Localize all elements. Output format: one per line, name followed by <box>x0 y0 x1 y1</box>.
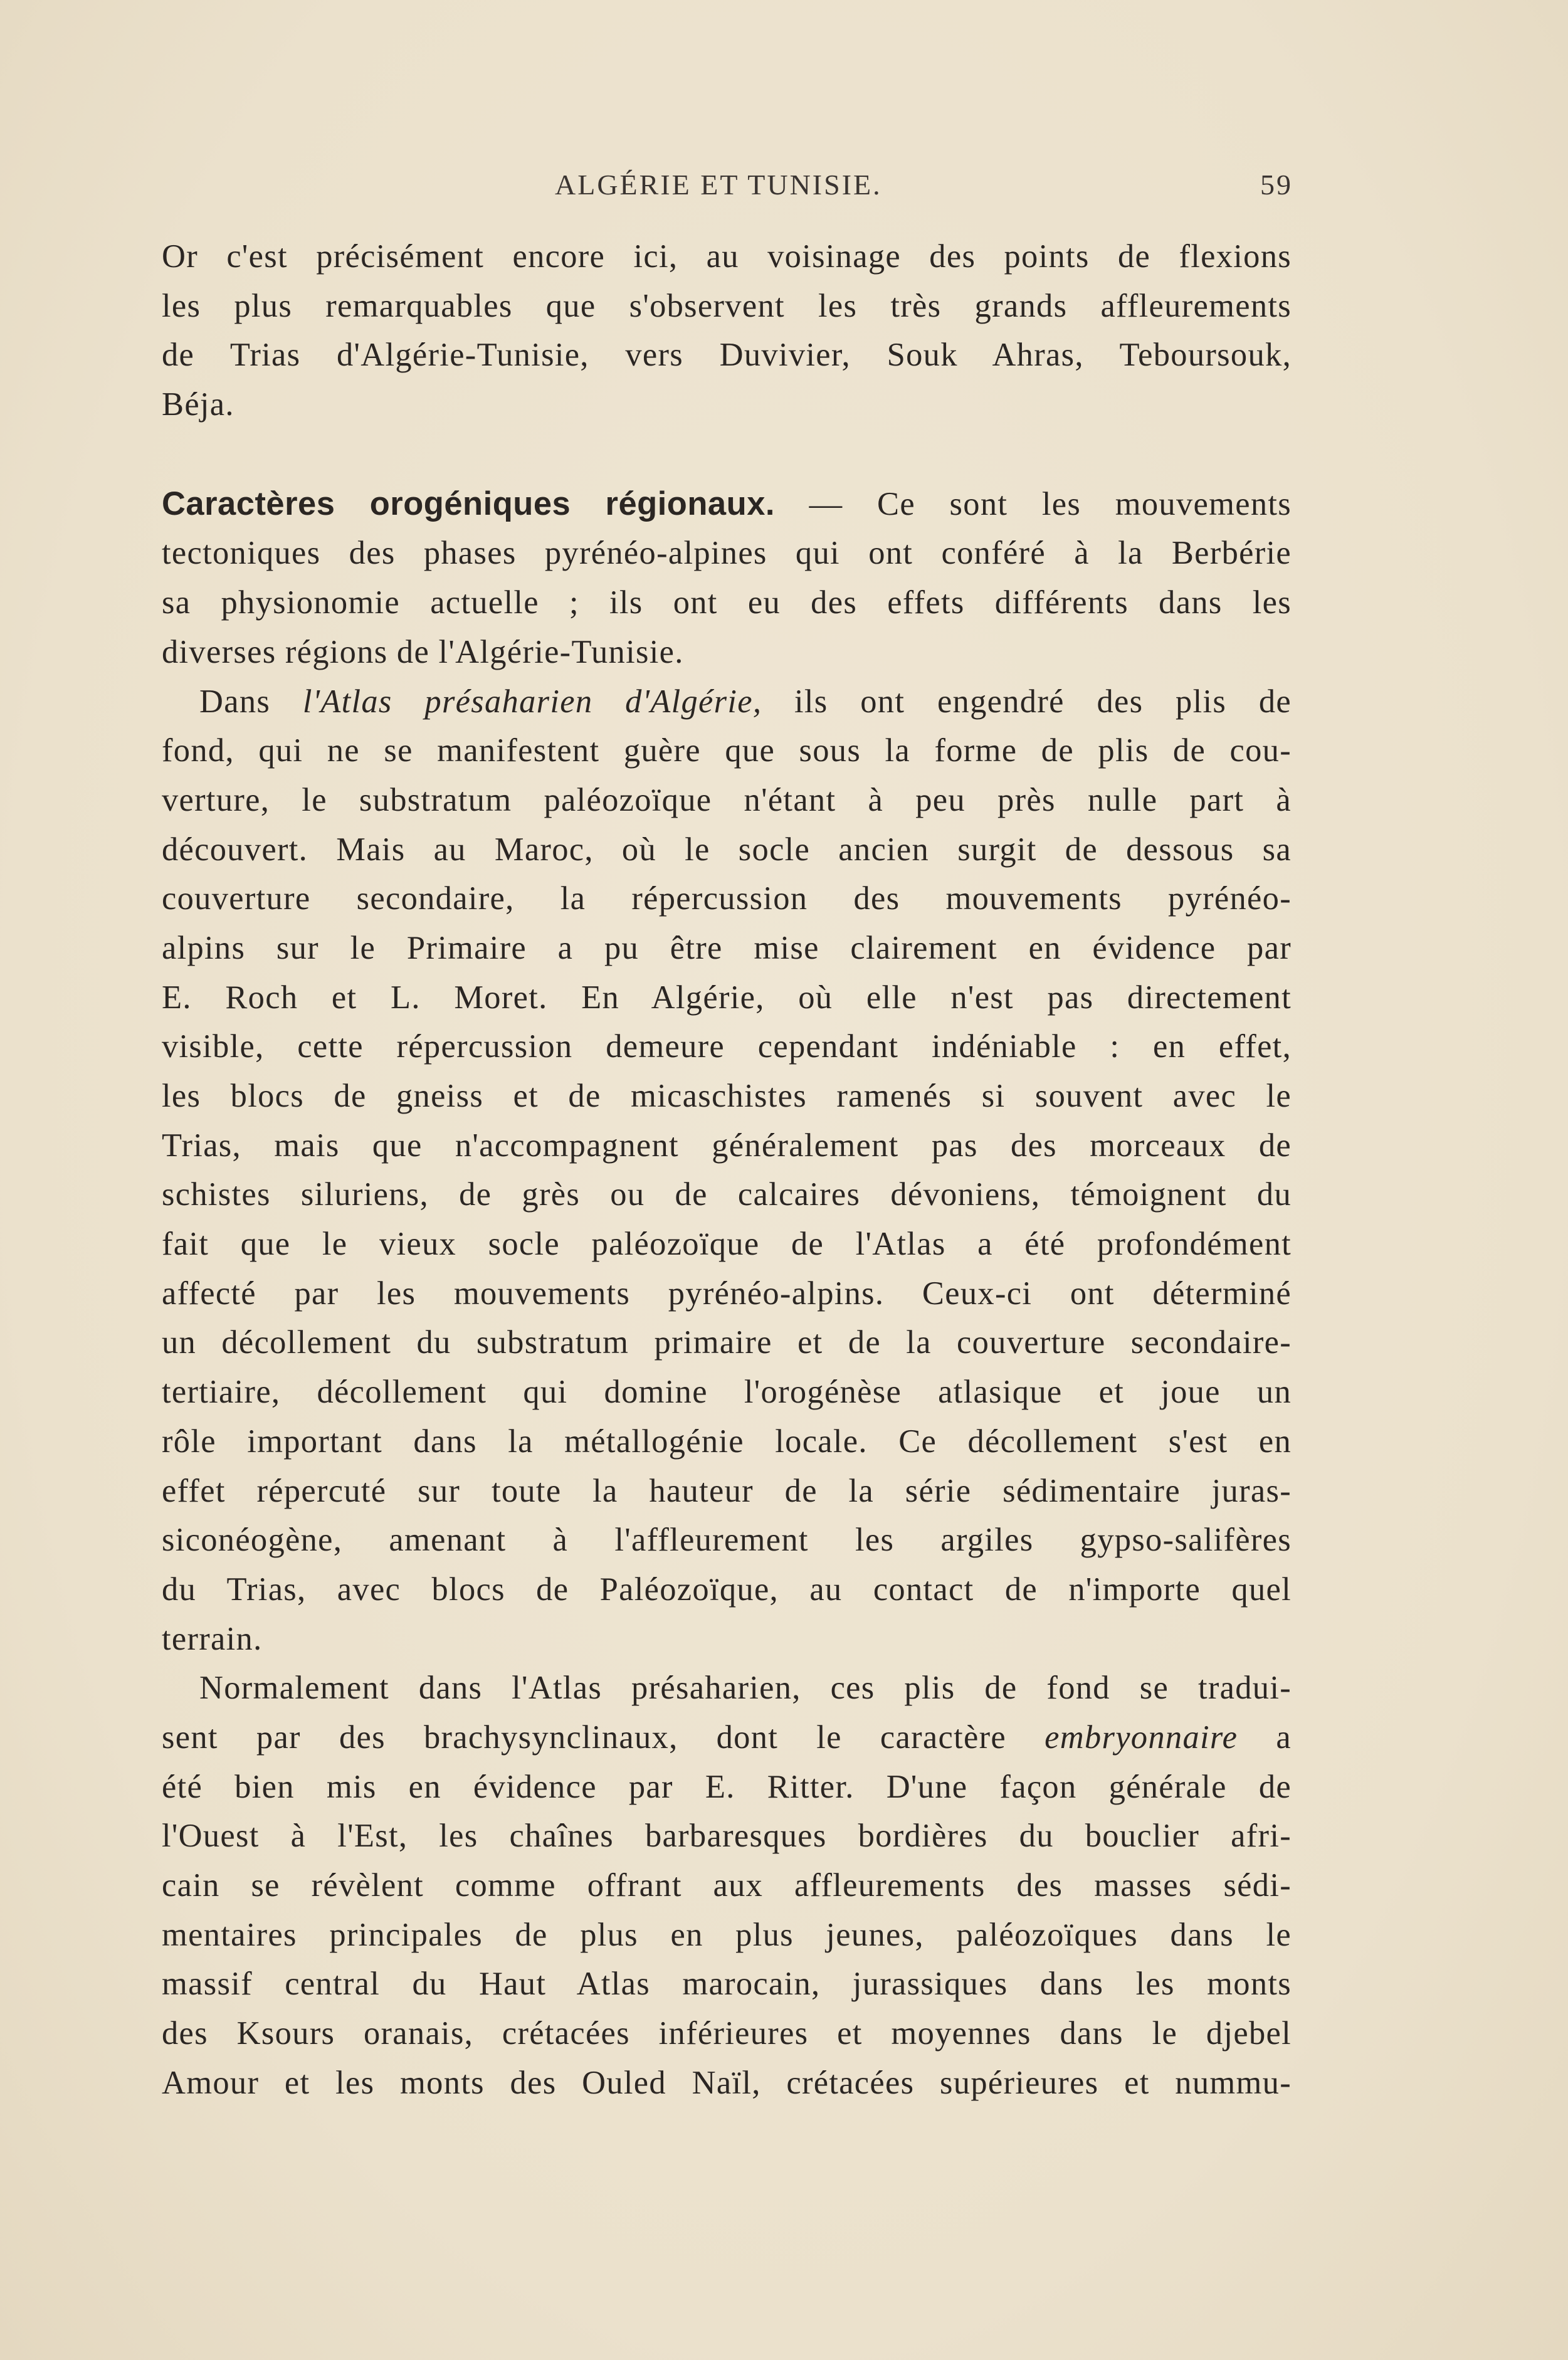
text-line <box>162 480 1292 529</box>
paragraph-2 <box>162 480 1292 677</box>
text-line: de Trias d'Algérie-Tunisie, vers Duvivier, Souk Ahras, Teboursouk, <box>162 337 1292 374</box>
text-line: Normalement dans l'Atlas présaharien, ces plis de fond se tradui- <box>199 1670 1292 1707</box>
text-line: les plus remarquables que s'observent les très grands affleurements <box>162 287 1292 324</box>
text-line: couverture secondaire, la répercussion des mouvements pyrénéo- <box>162 880 1292 917</box>
text-line: tectoniques des phases pyrénéo-alpines qui ont conféré à la Berbérie <box>162 535 1292 572</box>
text-line: affecté par les mouvements pyrénéo-alpins. Ceux-ci ont déterminé <box>162 1275 1292 1312</box>
paragraph-gap <box>162 429 1292 480</box>
text-line: schistes siluriens, de grès ou de calcaires dévoniens, témoignent du <box>162 1176 1292 1213</box>
paragraph-1 <box>162 232 1292 429</box>
paragraph-4 <box>162 1663 1292 2107</box>
text-line: tertiaire, décollement qui domine l'orogénèse atlasique et joue un <box>162 1374 1292 1411</box>
text-run: ils ont engendré des plis de <box>762 683 1292 720</box>
text-line: fond, qui ne se manifestent guère que sous la forme de plis de cou- <box>162 732 1292 769</box>
text-line: cain se révèlent comme offrant aux affleurements des masses sédi- <box>162 1867 1292 1904</box>
page-header <box>0 168 1568 212</box>
text-line: du Trias, avec blocs de Paléozoïque, au contact de n'importe quel <box>162 1571 1292 1608</box>
text-line: Or c'est précisément encore ici, au voisinage des points de flexions <box>162 238 1292 275</box>
text-line: mentaires principales de plus en plus jeunes, paléozoïques dans le <box>162 1916 1292 1953</box>
text-line: les blocs de gneiss et de micaschistes ramenés si souvent avec le <box>162 1078 1292 1114</box>
text-line <box>162 1713 1292 1762</box>
heading-continuation: — Ce sont les mouvements <box>775 485 1292 522</box>
body-text <box>162 232 1292 2107</box>
text-run: sent par des brachysynclinaux, dont le caractère <box>162 1719 1045 1756</box>
text-line: diverses régions de l'Algérie-Tunisie. <box>162 633 684 670</box>
text-run: Dans <box>199 683 303 720</box>
text-line: siconéogène, amenant à l'affleurement les argiles gypso-salifères <box>162 1522 1292 1559</box>
text-line: l'Ouest à l'Est, les chaînes barbaresques bordières du bouclier afri- <box>162 1818 1292 1855</box>
section-heading: Caractères orogéniques régionaux. <box>162 485 775 522</box>
text-line: Béja. <box>162 386 234 423</box>
text-line: sa physionomie actuelle ; ils ont eu des effets différents dans les <box>162 584 1292 621</box>
text-line: Trias, mais que n'accompagnent généralement pas des morceaux de <box>162 1127 1292 1164</box>
italic-term: embryonnaire <box>1044 1719 1238 1756</box>
text-line <box>162 677 1292 727</box>
text-line: verture, le substratum paléozoïque n'étant à peu près nulle part à <box>162 781 1292 818</box>
text-line: effet répercuté sur toute la hauteur de la série sédimentaire juras- <box>162 1472 1292 1509</box>
text-line: alpins sur le Primaire a pu être mise clairement en évidence par <box>162 929 1292 966</box>
italic-place-name: l'Atlas présaharien d'Algérie, <box>302 683 762 720</box>
text-line: E. Roch et L. Moret. En Algérie, où elle n'est pas directement <box>162 979 1292 1016</box>
paragraph-3 <box>162 677 1292 1664</box>
text-line: rôle important dans la métallogénie locale. Ce décollement s'est en <box>162 1423 1292 1460</box>
page-number: 59 <box>1260 169 1293 201</box>
text-run: a <box>1238 1719 1292 1756</box>
text-line: terrain. <box>162 1620 263 1657</box>
text-line: fait que le vieux socle paléozoïque de l'Atlas a été profondément <box>162 1226 1292 1263</box>
text-line: visible, cette répercussion demeure cependant indéniable : en effet, <box>162 1028 1292 1065</box>
text-line: des Ksours oranais, crétacées inférieures et moyennes dans le djebel <box>162 2015 1292 2052</box>
text-line: un décollement du substratum primaire et de la couverture secondaire- <box>162 1324 1292 1361</box>
text-line: Amour et les monts des Ouled Naïl, crétacées supérieures et nummu- <box>162 2064 1292 2101</box>
text-line: découvert. Mais au Maroc, où le socle ancien surgit de dessous sa <box>162 831 1292 868</box>
text-line: été bien mis en évidence par E. Ritter. D'une façon générale de <box>162 1768 1292 1805</box>
running-title: ALGÉRIE ET TUNISIE. <box>555 169 882 201</box>
text-line: massif central du Haut Atlas marocain, jurassiques dans les monts <box>162 1966 1292 2003</box>
